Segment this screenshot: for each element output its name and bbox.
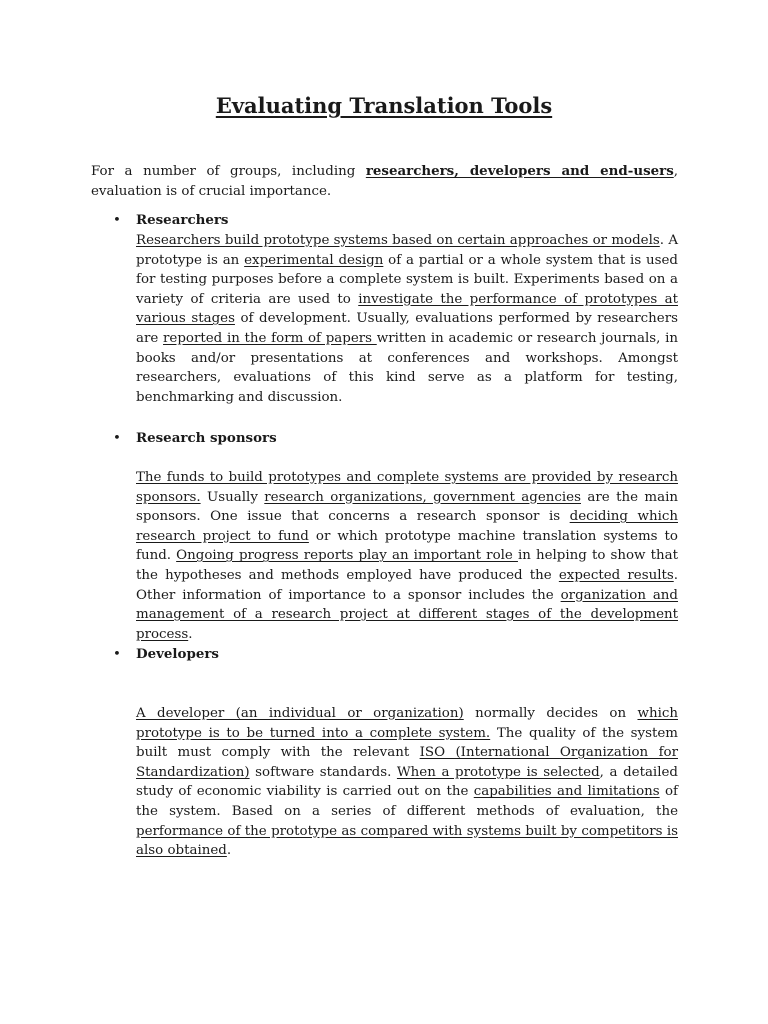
body-text: software standards. (249, 764, 397, 780)
underlined-text: The funds to build prototypes and complete systems are provided by research sponsors. (136, 470, 678, 505)
underlined-text: When a prototype is selected (396, 764, 600, 780)
underlined-text: expected results (558, 567, 674, 583)
underlined-text: ISO (International Organization for Standardization) (136, 745, 678, 780)
body-text: normally decides on (463, 706, 638, 721)
intro-text: For a number of groups, including (91, 164, 366, 179)
intro-highlight: researchers, developers and end-users (365, 163, 674, 179)
underlined-text: A developer (an individual or organization) (136, 706, 464, 721)
body-text: . (188, 626, 193, 642)
bullet-icon: • (113, 213, 121, 228)
underlined-text: which prototype is to be turned into a complete system. (136, 706, 678, 741)
underlined-text: organization and management of a research project at different stages of the development process (136, 587, 679, 642)
body-text: of a partial or a whole system that is used for testing purposes before a complete system is built. Experiments based on a variety of criteria are used to (136, 252, 678, 307)
body-text: of development. Usually, evaluations performed by researchers are (136, 311, 679, 346)
body-text: of the system. Based on a series of different methods of evaluation, the (136, 784, 678, 819)
bullet-icon: • (113, 431, 121, 446)
section-paragraph-developers (136, 704, 678, 861)
body-text: . A prototype is an (136, 233, 678, 268)
section-heading-researchers: Researchers (136, 212, 229, 228)
underlined-text: investigate the performance of prototypes at various stages (136, 291, 678, 327)
intro-text: , evaluation is of crucial importance. (91, 164, 678, 199)
page-title: Evaluating Translation Tools (215, 93, 553, 118)
underlined-text: reported in the form of papers (163, 330, 377, 346)
body-text: , a detailed study of economic viability is carried out on the (136, 764, 678, 800)
body-text: . Other information of importance to a sponsor includes the (136, 567, 678, 603)
underlined-text: capabilities and limitations (473, 784, 660, 800)
body-text: written in academic or research journals, in books and/or presentations at conferences and workshops. Amongst researchers, evaluations of this kind serve as a platform for testing, benchmarking and discussion. (136, 330, 678, 405)
body-text: or which prototype machine translation systems to fund. (136, 528, 678, 564)
body-text: The quality of the system built must comply with the relevant (136, 725, 678, 761)
section-paragraph-researchers (136, 231, 678, 407)
section-paragraph-research-sponsors (136, 468, 678, 644)
body-text: are the main sponsors. One issue that concerns a research sponsor is (136, 489, 678, 525)
section-heading-research-sponsors: Research sponsors (136, 430, 277, 446)
body-text: . (226, 843, 232, 859)
underlined-text: deciding which research project to fund (136, 509, 678, 544)
bullet-icon: • (113, 647, 121, 662)
body-text: in helping to show that the hypotheses and methods employed have produced the (136, 548, 678, 583)
body-text: Usually (200, 489, 265, 505)
section-heading-developers: Developers (136, 646, 219, 662)
underlined-text: Ongoing progress reports play an important role (176, 548, 518, 564)
underlined-text: performance of the prototype as compared with systems built by competitors is also obtained (136, 823, 678, 859)
underlined-text: Researchers build prototype systems based on certain approaches or models (136, 233, 660, 248)
underlined-text: research organizations, government agencies (264, 489, 581, 505)
underlined-text: experimental design (244, 252, 384, 268)
intro-paragraph (91, 162, 678, 201)
